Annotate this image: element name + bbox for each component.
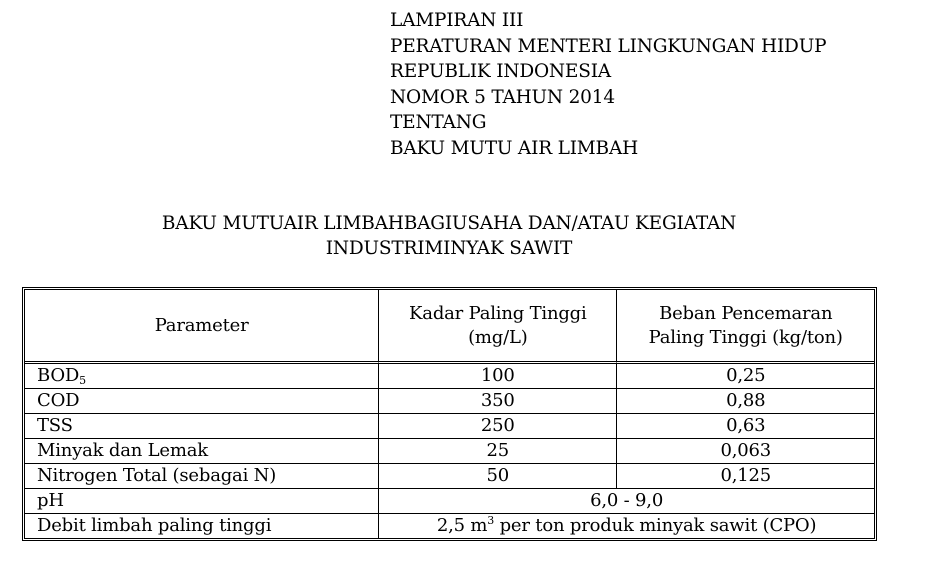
- header-beban: [617, 290, 874, 364]
- cell-parameter: Nitrogen Total (sebagai N): [25, 464, 379, 489]
- header-beban-line2: Paling Tinggi (kg/ton): [648, 326, 843, 348]
- document-header: [390, 8, 826, 161]
- header-beban-line1: Beban Pencemaran: [659, 302, 833, 324]
- cell-beban: 0,88: [617, 389, 874, 414]
- table-header-row: [25, 290, 874, 364]
- title-line-1: BAKU MUTUAIR LIMBAHBAGIUSAHA DAN/ATAU KEGIATAN: [161, 213, 737, 234]
- cell-parameter: COD: [25, 389, 379, 414]
- table-row: [25, 389, 874, 414]
- cell-kadar: 25: [379, 439, 617, 464]
- header-line-nomor: NOMOR 5 TAHUN 2014: [390, 86, 615, 108]
- table-row-ph: [25, 489, 874, 514]
- table-row-debit: [25, 514, 874, 538]
- cell-parameter: Debit limbah paling tinggi: [25, 514, 379, 538]
- cell-parameter: TSS: [25, 414, 379, 439]
- cell-parameter: pH: [25, 489, 379, 514]
- baku-mutu-table: [22, 287, 877, 541]
- cell-kadar: 250: [379, 414, 617, 439]
- header-line-tentang: TENTANG: [390, 112, 487, 133]
- cell-parameter: $BOD_5$: [25, 364, 379, 389]
- table-row: [25, 364, 874, 389]
- table-row: [25, 439, 874, 464]
- header-parameter: Parameter: [25, 290, 379, 364]
- cell-debit-value: 2,5 $m^3$ per ton produk minyak sawit (CPO): [436, 514, 817, 536]
- header-kadar: [379, 290, 617, 364]
- header-line-subject: BAKU MUTU AIR LIMBAH: [390, 137, 639, 159]
- cell-kadar: 50: [379, 464, 617, 489]
- header-line-peraturan: PERATURAN MENTERI LINGKUNGAN HIDUP: [390, 35, 827, 57]
- subscript: 5: [79, 374, 86, 387]
- header-kadar-line2: (mg/L): [468, 326, 528, 348]
- table-row: [25, 414, 874, 439]
- cell-ph-value: 6,0 - 9,0: [379, 489, 874, 514]
- title-line-2: INDUSTRIMINYAK SAWIT: [325, 238, 573, 259]
- cell-beban: 0,063: [617, 439, 874, 464]
- cell-beban: 0,125: [617, 464, 874, 489]
- cell-kadar: 350: [379, 389, 617, 414]
- superscript: 3: [487, 514, 495, 527]
- cell-kadar: 100: [379, 364, 617, 389]
- cell-parameter: Minyak dan Lemak: [25, 439, 379, 464]
- document-title: [0, 211, 898, 261]
- header-kadar-line1: Kadar Paling Tinggi: [409, 302, 587, 324]
- cell-beban: 0,63: [617, 414, 874, 439]
- header-line-republik: REPUBLIK INDONESIA: [390, 61, 611, 82]
- table-row: [25, 464, 874, 489]
- cell-beban: 0,25: [617, 364, 874, 389]
- header-line-lampiran: LAMPIRAN III: [390, 10, 524, 31]
